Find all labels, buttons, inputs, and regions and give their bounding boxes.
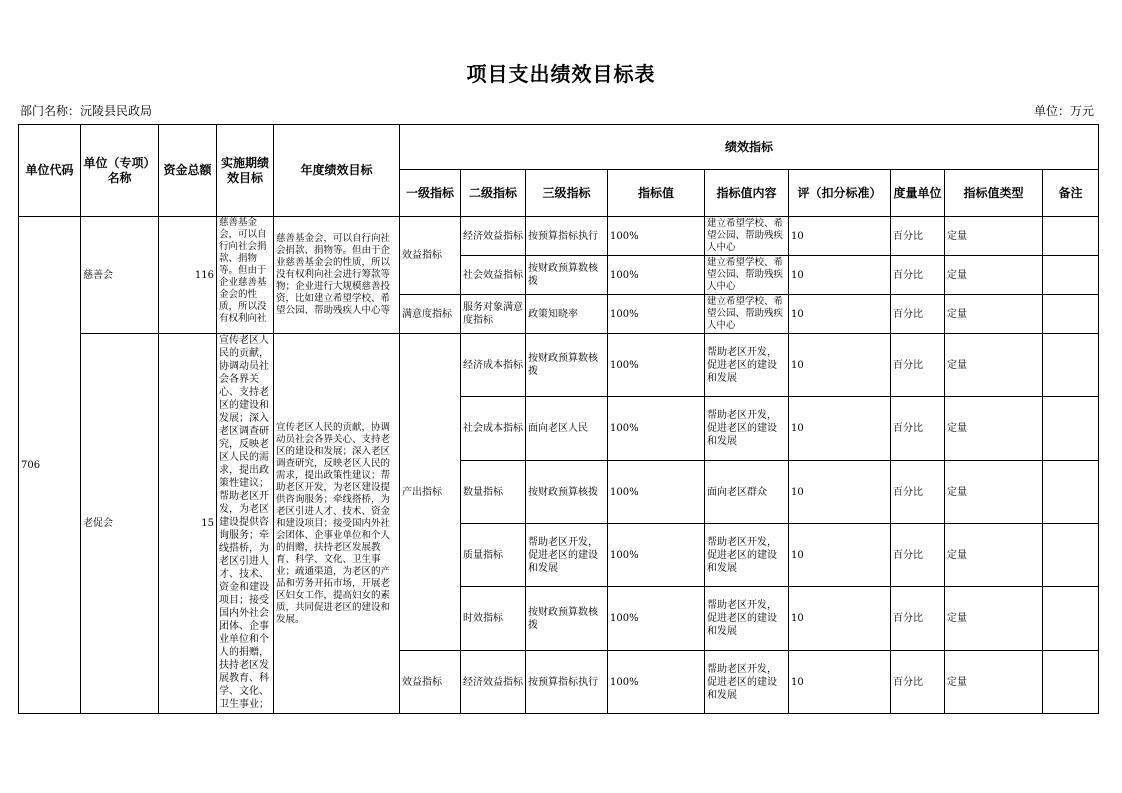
- score-cell: 10: [789, 256, 891, 295]
- value-type-cell: 定量: [945, 461, 1043, 524]
- value-content-cell: 帮助老区开发，促进老区的建设和发展: [705, 397, 789, 461]
- remark-cell: [1043, 461, 1099, 524]
- value-content-cell: 建立希望学校、希望公园、帮助残疾人中心: [705, 295, 789, 334]
- level3-cell: 帮助老区开发，促进老区的建设和发展: [526, 524, 608, 587]
- value-cell: 100%: [608, 256, 705, 295]
- measure-unit-cell: 百分比: [891, 397, 945, 461]
- level2-cell: 数量指标: [461, 461, 526, 524]
- measure-unit-cell: 百分比: [891, 217, 945, 256]
- level2-cell: 经济效益指标: [461, 651, 526, 714]
- value-type-cell: 定量: [945, 524, 1043, 587]
- measure-unit-cell: 百分比: [891, 295, 945, 334]
- department-label: 部门名称：沅陵县民政局: [20, 104, 153, 118]
- remark-cell: [1043, 256, 1099, 295]
- unit-label: 单位：万元: [1033, 104, 1094, 118]
- header-unit-code: 单位代码: [19, 125, 81, 217]
- level3-cell: 按财政预算数核拨: [526, 334, 608, 397]
- remark-cell: [1043, 587, 1099, 651]
- value-cell: 100%: [608, 524, 705, 587]
- header-annual-goal: 年度绩效目标: [274, 125, 400, 217]
- annual-goal-cell: 宣传老区人民的贡献，协调动员社会各界关心、支持老区的建设和发展；深入老区调查研究，反映老区人民的需求，提出政策性建议；帮助老区开发，为老区建设提供咨询服务；牵线搭桥，为老区引进人才、技术、资金和建设项目；接受国内外社会团体、企事业单位和个人的捐赠，扶持老区发展教育、科学、文化、卫生事业；疏通渠道，为老区的产品和劳务开拓市场，开展老区妇女工作，提高妇女的素质，共同促进老区的建设和发展。: [274, 334, 400, 714]
- value-content-cell: 帮助老区开发，促进老区的建设和发展: [705, 587, 789, 651]
- header-measure-unit: 度量单位: [891, 170, 945, 217]
- value-cell: 100%: [608, 587, 705, 651]
- measure-unit-cell: 百分比: [891, 461, 945, 524]
- page-title: 项目支出绩效目标表: [466, 62, 656, 86]
- value-type-cell: 定量: [945, 217, 1043, 256]
- header-unit-name: 单位（专项）名称: [81, 125, 159, 217]
- value-content-cell: 帮助老区开发，促进老区的建设和发展: [705, 651, 789, 714]
- score-cell: 10: [789, 334, 891, 397]
- level2-cell: 经济效益指标: [461, 217, 526, 256]
- value-content-cell: 建立希望学校、希望公园、帮助残疾人中心: [705, 217, 789, 256]
- value-cell: 100%: [608, 334, 705, 397]
- value-type-cell: 定量: [945, 334, 1043, 397]
- level2-cell: 时效指标: [461, 587, 526, 651]
- value-cell: 100%: [608, 651, 705, 714]
- value-cell: 100%: [608, 217, 705, 256]
- header-value-content: 指标值内容: [705, 170, 789, 217]
- header-value-type: 指标值类型: [945, 170, 1043, 217]
- annual-goal-cell: 慈善基金会，可以自行向社会捐款、捐物等。但由于企业慈善基金会的性质，所以没有权利向社会进行筹款等物；企业进行大规模慈善投资，比如建立希望学校、希望公园、帮助残疾人中心等: [274, 217, 400, 334]
- remark-cell: [1043, 651, 1099, 714]
- measure-unit-cell: 百分比: [891, 256, 945, 295]
- level2-cell: 社会成本指标: [461, 397, 526, 461]
- value-type-cell: 定量: [945, 256, 1043, 295]
- value-content-cell: 帮助老区开发，促进老区的建设和发展: [705, 524, 789, 587]
- period-goal-cell: [217, 334, 274, 714]
- unit-code-cell: 706: [19, 217, 81, 714]
- table-row: [19, 217, 1099, 256]
- funds-cell: 15: [159, 334, 217, 714]
- value-content-cell: 建立希望学校、希望公园、帮助残疾人中心: [705, 256, 789, 295]
- measure-unit-cell: 百分比: [891, 587, 945, 651]
- level2-cell: 社会效益指标: [461, 256, 526, 295]
- level3-cell: 按财政预算数核拨: [526, 587, 608, 651]
- value-type-cell: 定量: [945, 587, 1043, 651]
- header-level3: 三级指标: [526, 170, 608, 217]
- header-score: 评（扣分标准）: [789, 170, 891, 217]
- level3-cell: 按预算指标执行: [526, 217, 608, 256]
- header-period-goal: 实施期绩效目标: [217, 125, 274, 217]
- value-type-cell: 定量: [945, 397, 1043, 461]
- performance-target-table: [18, 124, 1099, 714]
- measure-unit-cell: 百分比: [891, 651, 945, 714]
- remark-cell: [1043, 295, 1099, 334]
- period-goal-text: 宣传老区人民的贡献，协调动员社会各界关心、支持老区的建设和发展；深入老区调查研究，反映老区人民的需求，提出政策性建议；帮助老区开发，为老区建设提供咨询服务；牵线搭桥，为老区引进人才、技术、资金和建设项目；接受国内外社会团体、企事业单位和个人的捐赠，扶持老区发展教育、科学、文化、卫生事业；: [219, 335, 269, 710]
- level2-cell: 服务对象满意度指标: [461, 295, 526, 334]
- score-cell: 10: [789, 217, 891, 256]
- score-cell: 10: [789, 461, 891, 524]
- value-cell: 100%: [608, 461, 705, 524]
- score-cell: 10: [789, 295, 891, 334]
- header-level2: 二级指标: [461, 170, 526, 217]
- remark-cell: [1043, 397, 1099, 461]
- score-cell: 10: [789, 524, 891, 587]
- level3-cell: 按财政预算数核拨: [526, 256, 608, 295]
- value-cell: 100%: [608, 397, 705, 461]
- level3-cell: 政策知晓率: [526, 295, 608, 334]
- level1-cell: 效益指标: [400, 651, 461, 714]
- level1-cell: 产出指标: [400, 334, 461, 651]
- remark-cell: [1043, 334, 1099, 397]
- level2-cell: 质量指标: [461, 524, 526, 587]
- header-level1: 一级指标: [400, 170, 461, 217]
- unit-name-cell: 老促会: [81, 334, 159, 714]
- unit-name-cell: 慈善会: [81, 217, 159, 334]
- period-goal-text: 慈善基金会，可以自行向社会捐款、捐物等。但由于企业慈善基金会的性质，所以没有权利向社: [219, 217, 267, 324]
- measure-unit-cell: 百分比: [891, 334, 945, 397]
- value-type-cell: 定量: [945, 295, 1043, 334]
- header-total-funds: 资金总额: [159, 125, 217, 217]
- period-goal-cell: [217, 217, 274, 334]
- funds-cell: 116: [159, 217, 217, 334]
- table-row: [19, 334, 1099, 397]
- score-cell: 10: [789, 397, 891, 461]
- score-cell: 10: [789, 587, 891, 651]
- header-remark: 备注: [1043, 170, 1099, 217]
- value-content-cell: 面向老区群众: [705, 461, 789, 524]
- header-value: 指标值: [608, 170, 705, 217]
- level1-cell: 满意度指标: [400, 295, 461, 334]
- level3-cell: 按财政预算核拨: [526, 461, 608, 524]
- level3-cell: 按预算指标执行: [526, 651, 608, 714]
- remark-cell: [1043, 217, 1099, 256]
- level2-cell: 经济成本指标: [461, 334, 526, 397]
- header-indicators: 绩效指标: [400, 125, 1099, 170]
- value-content-cell: 帮助老区开发，促进老区的建设和发展: [705, 334, 789, 397]
- level1-cell: 效益指标: [400, 217, 461, 295]
- score-cell: 10: [789, 651, 891, 714]
- value-type-cell: 定量: [945, 651, 1043, 714]
- remark-cell: [1043, 524, 1099, 587]
- value-cell: 100%: [608, 295, 705, 334]
- level3-cell: 面向老区人民: [526, 397, 608, 461]
- measure-unit-cell: 百分比: [891, 524, 945, 587]
